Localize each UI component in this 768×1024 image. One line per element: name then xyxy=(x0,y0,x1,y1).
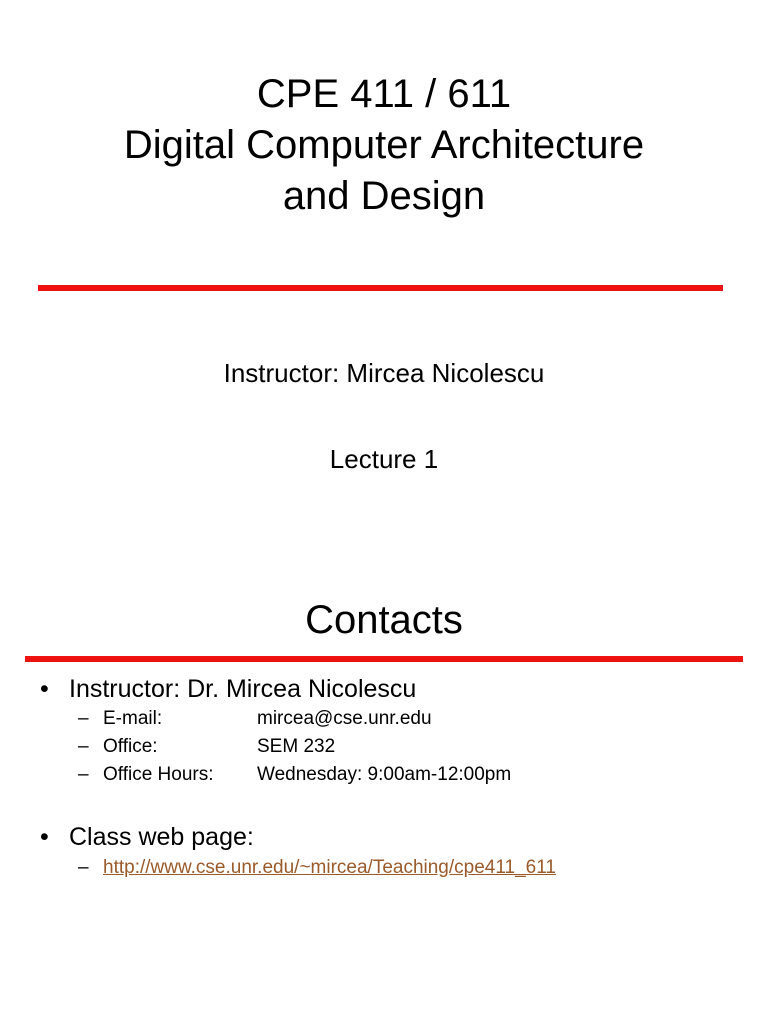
web-page-bullet xyxy=(40,822,254,852)
web-link-row xyxy=(78,856,556,880)
email-value: mircea@cse.unr.edu xyxy=(257,708,432,729)
email-row xyxy=(78,707,432,731)
instructor-bullet xyxy=(40,674,416,704)
lecture-number: Lecture 1 xyxy=(329,444,439,474)
dash-marker: – xyxy=(78,708,89,729)
office-label: Office: xyxy=(103,736,158,757)
class-web-page-link[interactable]: http://www.cse.unr.edu/~mircea/Teaching/cpe411_611 xyxy=(103,857,556,878)
bullet-marker: • xyxy=(40,823,49,851)
office-hours-label: Office Hours: xyxy=(103,764,214,785)
office-hours-row xyxy=(78,763,511,787)
course-name-title-continued: and Design xyxy=(282,174,486,218)
dash-marker: – xyxy=(78,736,89,757)
course-name-title: Digital Computer Architecture xyxy=(123,123,645,167)
title-divider xyxy=(38,285,723,291)
course-code-title: CPE 411 / 611 xyxy=(256,72,512,116)
office-hours-value: Wednesday: 9:00am-12:00pm xyxy=(257,764,512,785)
web-page-bullet-text: Class web page: xyxy=(69,823,254,851)
contacts-divider xyxy=(25,656,743,662)
dash-marker: – xyxy=(78,857,89,878)
contacts-title: Contacts xyxy=(305,598,463,642)
email-label: E-mail: xyxy=(103,708,163,729)
contacts-slide xyxy=(0,560,768,1024)
instructor-bullet-text: Instructor: Dr. Mircea Nicolescu xyxy=(69,675,417,703)
bullet-marker: • xyxy=(40,675,49,703)
instructor-line: Instructor: Mircea Nicolescu xyxy=(223,358,545,388)
office-row xyxy=(78,735,335,759)
office-value: SEM 232 xyxy=(257,736,336,757)
dash-marker: – xyxy=(78,764,89,785)
